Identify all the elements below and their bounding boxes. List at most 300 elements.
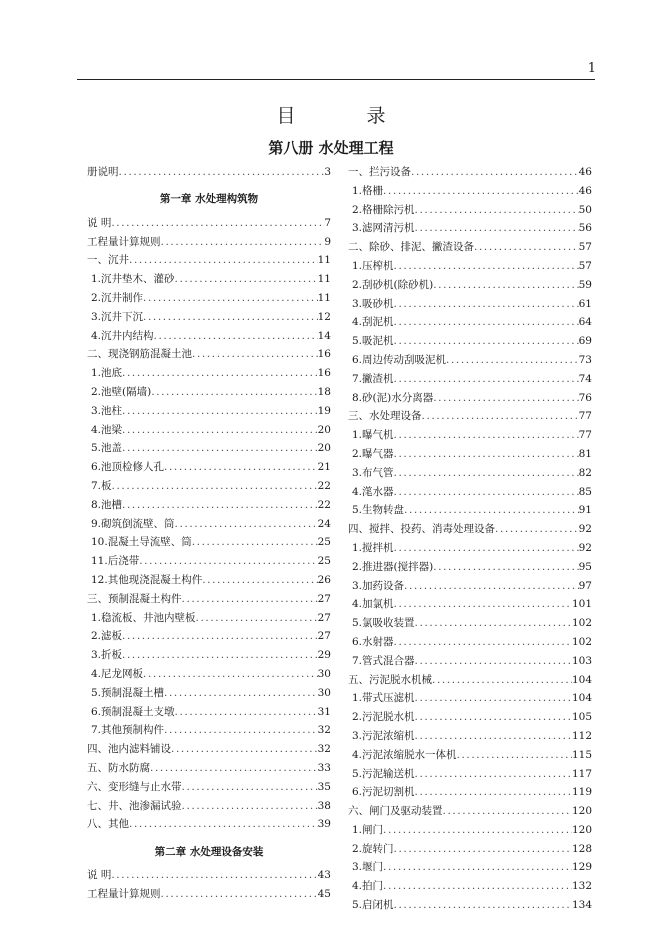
toc-subentry[interactable] (87, 666, 331, 685)
toc-entry-label: 6.预制混凝土支墩 (91, 705, 175, 718)
toc-entry[interactable] (87, 234, 331, 253)
toc-subentry[interactable] (87, 440, 331, 459)
toc-entry-page: 92 (578, 541, 592, 554)
toc-subentry[interactable] (348, 578, 592, 597)
toc-entry-label: 12.其他现浇混凝土构件 (91, 573, 203, 586)
toc-entry-page: 117 (571, 767, 592, 780)
dot-leader (404, 580, 579, 592)
dot-leader (143, 668, 318, 680)
toc-entry-label: 一、沉井 (87, 254, 129, 267)
toc-entry-label: 7.管式混合器 (352, 654, 415, 667)
dot-leader (192, 536, 318, 548)
toc-subentry[interactable] (348, 634, 592, 653)
dot-leader (415, 204, 579, 216)
toc-subentry[interactable] (348, 352, 592, 371)
toc-subentry[interactable] (348, 220, 592, 239)
dot-leader (182, 781, 318, 793)
dot-leader (394, 260, 579, 272)
toc-entry-page: 91 (578, 504, 592, 517)
toc-entry[interactable] (348, 408, 592, 427)
toc-entry-label: 一、拦污设备 (348, 166, 411, 178)
toc-subentry[interactable] (348, 183, 592, 202)
toc-entry-page: 102 (571, 635, 592, 648)
volume-title: 第八册 水处理工程 (268, 139, 394, 157)
dot-leader (415, 222, 579, 234)
toc-entry-page: 102 (571, 617, 592, 630)
toc-entry-label: 3.沉井下沉 (91, 310, 144, 323)
toc-entry-label: 3.加药设备 (352, 579, 405, 592)
dot-leader (404, 504, 579, 516)
dot-leader (182, 800, 318, 812)
dot-leader (129, 254, 318, 266)
toc-entry-label: 说 明 (87, 216, 112, 229)
toc-entry-page: 32 (317, 743, 331, 756)
toc-entry-page: 20 (317, 442, 331, 455)
toc-entry-page: 9 (324, 235, 331, 248)
dot-leader (150, 762, 318, 774)
toc-entry-label: 4.刮泥机 (352, 316, 394, 329)
toc-entry[interactable] (87, 886, 331, 905)
page-number: 1 (587, 61, 596, 76)
toc-subentry[interactable] (87, 534, 331, 553)
toc-entry-label: 10.混凝土导流壁、筒 (91, 536, 192, 549)
dot-leader (202, 574, 317, 586)
toc-subentry[interactable] (348, 540, 592, 559)
toc-entry-label: 工程量计算规则 (87, 235, 161, 248)
dot-leader (415, 768, 572, 780)
dot-leader (394, 448, 579, 460)
toc-left-column (87, 164, 331, 905)
toc-entry-label: 3.吸砂机 (352, 297, 394, 310)
dot-leader (495, 523, 579, 535)
toc-entry-page: 69 (578, 335, 592, 348)
toc-entry-label: 11.后浇带 (91, 555, 140, 568)
toc-entry-label: 1.格栅 (352, 184, 384, 197)
toc-entry[interactable] (87, 760, 331, 779)
toc-subentry[interactable] (348, 728, 592, 747)
toc-entry[interactable] (348, 521, 592, 540)
toc-subentry[interactable] (348, 766, 592, 785)
dot-leader (122, 630, 318, 642)
toc-entry-label: 4.拍门 (352, 880, 384, 893)
dot-leader (433, 279, 578, 291)
toc-entry-label: 2.池壁(隔墙) (91, 385, 152, 398)
dot-leader (394, 335, 579, 347)
toc-entry-page: 134 (571, 899, 592, 912)
dot-leader (175, 273, 318, 285)
toc-subentry[interactable] (348, 596, 592, 615)
toc-subentry[interactable] (87, 685, 331, 704)
toc-entry-page: 25 (317, 555, 331, 568)
dot-leader (383, 861, 572, 873)
toc-entry[interactable] (87, 252, 331, 271)
toc-entry-label: 1.曝气机 (352, 429, 394, 442)
toc-subentry[interactable] (348, 371, 592, 390)
toc-entry-page: 92 (578, 523, 592, 536)
toc-entry-label: 4.污泥浓缩脱水一体机 (352, 748, 457, 761)
toc-entry-label: 8.砂(泥)水分离器 (352, 391, 434, 404)
dot-leader (161, 888, 318, 900)
dot-leader (394, 298, 579, 310)
toc-subentry[interactable] (348, 314, 592, 333)
toc-entry-page: 74 (578, 372, 592, 385)
toc-subentry[interactable] (87, 328, 331, 347)
dot-leader (415, 692, 572, 704)
toc-entry-page: 95 (578, 560, 592, 573)
toc-entry-page: 20 (317, 423, 331, 436)
dot-leader (111, 869, 317, 881)
toc-entry-page: 30 (317, 667, 331, 680)
toc-entry-page: 59 (578, 278, 592, 291)
toc-entry-label: 5.吸泥机 (352, 335, 394, 348)
toc-subentry[interactable] (87, 478, 331, 497)
toc-entry-page: 46 (578, 184, 592, 197)
toc-entry-page: 77 (578, 429, 592, 442)
toc-entry-label: 三、预制混凝土构件 (87, 592, 182, 605)
toc-entry-page: 77 (578, 410, 592, 423)
toc-entry-page: 27 (317, 592, 331, 605)
toc-subentry[interactable] (87, 422, 331, 441)
toc-entry-label: 5.启闭机 (352, 899, 394, 912)
toc-entry[interactable] (348, 803, 592, 822)
toc-entry-label: 1.带式压滤机 (352, 692, 415, 705)
chapter-heading: 第一章 水处理构筑物 (159, 193, 259, 206)
toc-entry-page: 11 (317, 273, 331, 286)
dot-leader (192, 348, 318, 360)
toc-entry-page: 27 (317, 630, 331, 643)
toc-entry-page: 30 (317, 686, 331, 699)
dot-leader (394, 467, 579, 479)
dot-leader (415, 786, 572, 798)
toc-entry-label: 六、闸门及驱动装置 (348, 805, 443, 818)
toc-entry-label: 六、变形缝与止水带 (87, 780, 182, 793)
dot-leader (164, 724, 318, 736)
toc-entry[interactable] (87, 591, 331, 610)
dot-leader (383, 880, 572, 892)
dot-leader (119, 166, 325, 178)
toc-entry-label: 3.滤网清污机 (352, 222, 415, 235)
dot-leader (415, 711, 572, 723)
toc-entry-label: 2.曝气器 (352, 447, 394, 460)
toc-entry-page: 81 (578, 447, 592, 460)
toc-entry-label: 2.滤板 (91, 630, 123, 643)
dot-leader (415, 655, 572, 667)
toc-subentry[interactable] (348, 859, 592, 878)
toc-entry-page: 45 (317, 887, 331, 900)
toc-entry-page: 12 (317, 310, 331, 323)
dot-leader (112, 480, 318, 492)
dot-leader (432, 674, 572, 686)
toc-entry-page: 97 (578, 579, 592, 592)
toc-entry-page: 82 (578, 466, 592, 479)
toc-subentry[interactable] (87, 516, 331, 535)
dot-leader (143, 292, 318, 304)
toc-subentry[interactable] (348, 202, 592, 221)
dot-leader (122, 424, 318, 436)
toc-entry-label: 工程量计算规则 (87, 887, 161, 900)
toc-entry-label: 5.氯吸收装置 (352, 617, 415, 630)
toc-entry-page: 22 (317, 479, 331, 492)
toc-entry-label: 四、搅拌、投药、消毒处理设备 (348, 523, 495, 536)
toc-subentry[interactable] (87, 704, 331, 723)
toc-subentry[interactable] (348, 446, 592, 465)
dot-leader (394, 899, 572, 911)
toc-entry-label: 三、水处理设备 (348, 410, 422, 423)
toc-entry[interactable] (87, 798, 331, 817)
toc-entry-page: 33 (317, 761, 331, 774)
toc-subentry[interactable] (348, 559, 592, 578)
dot-leader (411, 166, 579, 178)
dot-leader (394, 843, 572, 855)
toc-entry-label: 3.布气管 (352, 466, 394, 479)
toc-entry-page: 32 (317, 724, 331, 737)
toc-entry-label: 2.沉井制作 (91, 291, 144, 304)
toc-subentry[interactable] (348, 277, 592, 296)
toc-entry-label: 7.撇渣机 (352, 372, 394, 385)
toc-entry-label: 4.池梁 (91, 423, 123, 436)
toc-entry-page: 11 (317, 291, 331, 304)
toc-subentry[interactable] (87, 722, 331, 741)
toc-entry-label: 1.压榨机 (352, 259, 394, 272)
toc-entry-page: 101 (571, 598, 592, 611)
toc-entry-page: 29 (317, 649, 331, 662)
toc-entry-label: 7.其他预制构件 (91, 724, 165, 737)
toc-entry-page: 104 (571, 692, 592, 705)
toc-entry-page: 61 (578, 297, 592, 310)
dot-leader (161, 236, 325, 248)
toc-entry-page: 38 (317, 799, 331, 812)
dot-leader (394, 636, 572, 648)
toc-entry-page: 119 (571, 786, 592, 799)
toc-entry-page: 22 (317, 498, 331, 511)
toc-entry-page: 115 (571, 748, 592, 761)
toc-subentry[interactable] (87, 553, 331, 572)
dot-leader (394, 316, 579, 328)
toc-subentry[interactable] (348, 747, 592, 766)
dot-leader (474, 241, 579, 253)
toc-entry-page: 24 (317, 517, 331, 530)
toc-entry-page: 31 (317, 705, 331, 718)
toc-entry-page: 11 (317, 254, 331, 267)
dot-leader (111, 217, 324, 229)
toc-subentry[interactable] (87, 271, 331, 290)
dot-leader (175, 518, 318, 530)
dot-leader (143, 311, 318, 323)
toc-entry-label: 9.砌筑倒流壁、筒 (91, 517, 175, 530)
toc-entry-page: 18 (317, 385, 331, 398)
toc-entry-page: 103 (571, 654, 592, 667)
toc-entry[interactable] (87, 215, 331, 234)
toc-subentry[interactable] (348, 296, 592, 315)
toc-subentry[interactable] (348, 390, 592, 409)
toc-subentry[interactable] (348, 258, 592, 277)
toc-subentry[interactable] (87, 384, 331, 403)
toc-entry-label: 1.沉井垫木、灌砂 (91, 273, 175, 286)
toc-entry-page: 16 (317, 367, 331, 380)
dot-leader (196, 612, 318, 624)
dot-leader (164, 687, 318, 699)
dot-leader (394, 598, 572, 610)
toc-entry-label: 3.污泥浓缩机 (352, 729, 415, 742)
toc-subentry[interactable] (348, 465, 592, 484)
toc-entry-page: 25 (317, 536, 331, 549)
toc-entry[interactable] (87, 816, 331, 835)
toc-entry-label: 4.加氯机 (352, 598, 394, 611)
dot-leader (383, 185, 579, 197)
toc-subentry[interactable] (87, 365, 331, 384)
toc-entry-page: 120 (571, 805, 592, 818)
toc-entry[interactable] (87, 164, 331, 183)
toc-entry-page: 57 (578, 259, 592, 272)
dot-leader (394, 542, 579, 554)
toc-entry-label: 册说明 (87, 166, 119, 178)
dot-leader (175, 706, 318, 718)
toc-entry-page: 132 (571, 880, 592, 893)
toc-entry-label: 2.旋转门 (352, 842, 394, 855)
toc-entry-label: 1.稳流板、井池内壁板 (91, 611, 196, 624)
toc-subentry[interactable] (348, 427, 592, 446)
toc-subentry[interactable] (348, 333, 592, 352)
toc-entry-label: 4.滗水器 (352, 485, 394, 498)
toc-subentry[interactable] (348, 653, 592, 672)
toc-subentry[interactable] (348, 502, 592, 521)
dot-leader (433, 392, 578, 404)
toc-entry[interactable] (348, 164, 592, 183)
dot-leader (446, 354, 579, 366)
toc-entry-page: 56 (578, 222, 592, 235)
dot-leader (394, 429, 579, 441)
toc-subentry[interactable] (87, 497, 331, 516)
toc-entry-page: 3 (324, 166, 331, 178)
toc-subentry[interactable] (87, 290, 331, 309)
toc-entry-page: 112 (571, 729, 592, 742)
toc-entry-label: 五、防水防腐 (87, 761, 150, 774)
toc-entry-label: 6.周边传动刮吸泥机 (352, 353, 447, 366)
toc-title: 目 录 (276, 105, 412, 127)
dot-leader (139, 555, 317, 567)
toc-entry-page: 7 (324, 216, 331, 229)
toc-subentry[interactable] (348, 709, 592, 728)
toc-entry[interactable] (87, 779, 331, 798)
toc-subentry[interactable] (348, 878, 592, 897)
toc-entry-page: 43 (317, 869, 331, 882)
dot-leader (394, 486, 579, 498)
toc-entry-page: 21 (317, 461, 331, 474)
dot-leader (422, 410, 579, 422)
toc-entry[interactable] (348, 672, 592, 691)
toc-entry-label: 6.污泥切割机 (352, 786, 415, 799)
toc-entry[interactable] (87, 741, 331, 760)
dot-leader (415, 730, 572, 742)
toc-entry-page: 27 (317, 611, 331, 624)
toc-entry-label: 3.堰门 (352, 861, 384, 874)
dot-leader (443, 805, 572, 817)
dot-leader (122, 442, 318, 454)
dot-leader (394, 373, 579, 385)
toc-entry-label: 5.预制混凝土槽 (91, 686, 165, 699)
toc-subentry[interactable] (87, 459, 331, 478)
toc-right-column (348, 164, 592, 916)
toc-entry-page: 129 (571, 861, 592, 874)
dot-leader (171, 743, 318, 755)
toc-entry-label: 二、除砂、排泥、撇渣设备 (348, 241, 474, 254)
toc-entry-page: 64 (578, 316, 592, 329)
toc-entry-label: 2.格栅除污机 (352, 203, 415, 216)
toc-subentry[interactable] (348, 897, 592, 916)
toc-entry-page: 120 (571, 823, 592, 836)
dot-leader (164, 461, 318, 473)
toc-subentry[interactable] (87, 403, 331, 422)
header-rule (77, 79, 595, 80)
dot-leader (151, 386, 317, 398)
toc-entry[interactable] (87, 867, 331, 886)
toc-entry-label: 2.推进器(搅拌器) (352, 560, 434, 573)
toc-entry-page: 104 (571, 673, 592, 686)
toc-entry-label: 四、池内滤料铺设 (87, 743, 171, 756)
toc-entry-label: 3.池柱 (91, 404, 123, 417)
toc-entry-label: 5.污泥输送机 (352, 767, 415, 780)
toc-entry-page: 16 (317, 348, 331, 361)
toc-entry-label: 8.池槽 (91, 498, 123, 511)
toc-entry-label: 七、井、池渗漏试验 (87, 799, 182, 812)
toc-entry-label: 7.板 (91, 479, 112, 492)
toc-entry-page: 19 (317, 404, 331, 417)
toc-subentry[interactable] (87, 572, 331, 591)
dot-leader (122, 367, 318, 379)
toc-entry-label: 二、现浇钢筋混凝土池 (87, 348, 192, 361)
toc-subentry[interactable] (348, 841, 592, 860)
toc-entry-label: 6.池顶检修人孔 (91, 461, 165, 474)
dot-leader (457, 749, 572, 761)
toc-entry-label: 3.折板 (91, 649, 123, 662)
toc-subentry[interactable] (348, 615, 592, 634)
toc-entry-label: 4.尼龙网板 (91, 667, 144, 680)
dot-leader (383, 824, 572, 836)
toc-entry-label: 6.水射器 (352, 635, 394, 648)
dot-leader (122, 405, 318, 417)
toc-entry-label: 1.池底 (91, 367, 123, 380)
toc-subentry[interactable] (87, 647, 331, 666)
toc-entry-label: 八、其他 (87, 818, 129, 831)
toc-entry-page: 57 (578, 241, 592, 254)
chapter-heading: 第二章 水处理设备安装 (154, 845, 264, 858)
toc-entry-label: 1.闸门 (352, 823, 384, 836)
toc-entry-label: 说 明 (87, 869, 112, 882)
toc-subentry[interactable] (87, 309, 331, 328)
toc-entry-label: 5.池盖 (91, 442, 123, 455)
toc-entry-page: 46 (578, 166, 592, 178)
dot-leader (122, 499, 318, 511)
toc-entry-label: 5.生物转盘 (352, 504, 405, 517)
dot-leader (122, 649, 318, 661)
toc-entry[interactable] (87, 346, 331, 365)
toc-entry-page: 50 (578, 203, 592, 216)
toc-subentry[interactable] (348, 784, 592, 803)
toc-entry-page: 35 (317, 780, 331, 793)
toc-entry[interactable] (348, 239, 592, 258)
toc-subentry[interactable] (87, 628, 331, 647)
toc-entry-page: 85 (578, 485, 592, 498)
dot-leader (182, 593, 318, 605)
toc-entry-label: 2.污泥脱水机 (352, 711, 415, 724)
toc-subentry[interactable] (87, 610, 331, 629)
toc-subentry[interactable] (348, 690, 592, 709)
toc-subentry[interactable] (348, 484, 592, 503)
toc-entry-label: 4.沉井内结构 (91, 329, 154, 342)
toc-subentry[interactable] (348, 822, 592, 841)
dot-leader (433, 561, 578, 573)
dot-leader (129, 818, 318, 830)
